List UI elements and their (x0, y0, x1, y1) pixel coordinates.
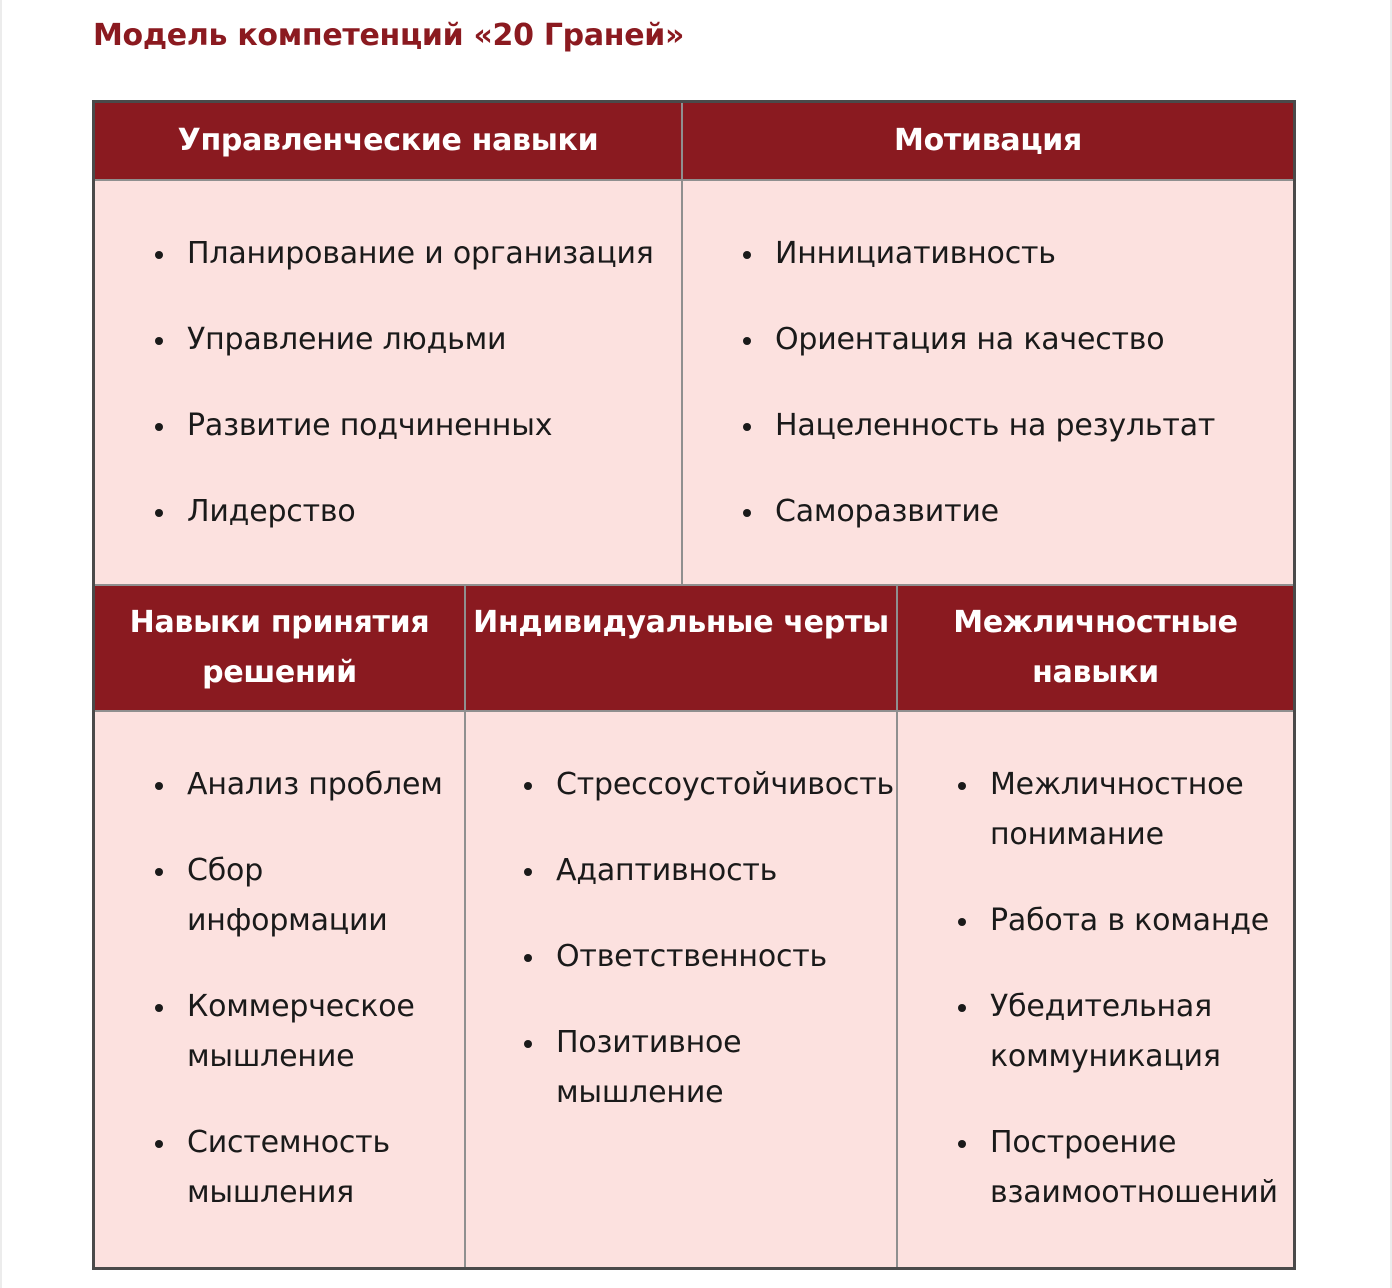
list-individual-traits (464, 760, 896, 1154)
list-item: Ориентация на качество (683, 315, 1293, 365)
cell-decision-skills (95, 712, 464, 1267)
list-motivation (683, 229, 1293, 573)
cell-managerial-skills (95, 181, 681, 584)
list-item: Ответственность (464, 932, 896, 982)
header-label: Мотивация (894, 123, 1082, 158)
divider-horizontal-bottom-header (95, 710, 1293, 712)
list-managerial-skills (95, 229, 681, 573)
header-label: Индивидуальные черты (473, 605, 889, 640)
list-item: Построение взаимоотношений (898, 1118, 1293, 1218)
divider-vertical-bottom-right (896, 586, 898, 1267)
divider-vertical-bottom-left (464, 586, 466, 1267)
list-item: Управление людьми (95, 315, 681, 365)
page-title: Модель компетенций «20 Граней» (93, 18, 685, 53)
list-item: Позитивное мышление (464, 1018, 896, 1118)
cell-interpersonal-skills (898, 712, 1293, 1267)
cell-motivation (683, 181, 1293, 584)
header-managerial-skills (95, 103, 681, 179)
list-interpersonal-skills (898, 760, 1293, 1254)
cell-individual-traits (466, 712, 896, 1267)
divider-horizontal-middle (95, 584, 1293, 586)
list-item: Стрессоустойчивость (464, 760, 896, 810)
list-decision-skills (95, 760, 464, 1254)
list-item: Убедительная коммуникация (898, 982, 1293, 1082)
header-label: Управленческие навыки (177, 123, 599, 158)
list-item: Развитие подчиненных (95, 401, 681, 451)
competency-table (92, 100, 1296, 1270)
page-frame-left (0, 0, 2, 1288)
header-individual-traits (466, 586, 896, 710)
list-item: Коммерческое мышление (95, 982, 464, 1082)
header-label: Навыки принятия решений (129, 605, 430, 690)
list-item: Системность мышления (95, 1118, 464, 1218)
list-item: Анализ проблем (95, 760, 464, 810)
divider-horizontal-top-header (95, 179, 1293, 181)
divider-vertical-top (681, 103, 683, 586)
header-motivation (683, 103, 1293, 179)
header-label: Межличностные навыки (953, 605, 1238, 690)
header-interpersonal-skills (898, 586, 1293, 710)
list-item: Адаптивность (464, 846, 896, 896)
list-item: Иннициативность (683, 229, 1293, 279)
list-item: Лидерство (95, 487, 681, 537)
list-item: Нацеленность на результат (683, 401, 1293, 451)
list-item: Сбор информации (95, 846, 464, 946)
list-item: Саморазвитие (683, 487, 1293, 537)
list-item: Работа в команде (898, 896, 1293, 946)
header-decision-skills (95, 586, 464, 710)
list-item: Планирование и организация (95, 229, 681, 279)
list-item: Межличностное понимание (898, 760, 1293, 860)
